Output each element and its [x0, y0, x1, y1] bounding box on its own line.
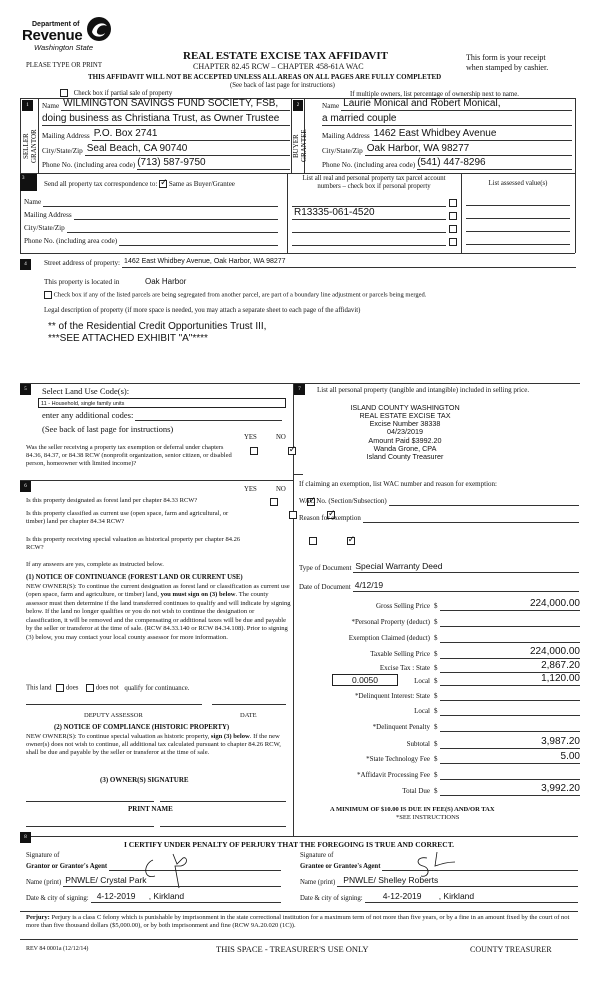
print-name-label: PRINT NAME: [128, 805, 173, 813]
exemption-reason-field[interactable]: [363, 513, 579, 523]
notice2-title: (2) NOTICE OF COMPLIANCE (HISTORIC PROPERTY): [54, 724, 230, 731]
notice2-text: NEW OWNER(S): To continue special valuation as historic property, sign (3) below. If the new owner(s) does not wish to continue, all additional tax calculated pursuant to chapter 84.26 RCW, shall be due and payable by the seller or transferor at the time of sale.: [26, 733, 281, 757]
exemption-no-checkbox[interactable]: [288, 447, 296, 455]
buyer-city-field[interactable]: Oak Harbor, WA 98277: [365, 146, 572, 156]
document-type-field[interactable]: Special Warranty Deed: [353, 563, 579, 573]
assessor-date-field[interactable]: [212, 704, 286, 705]
logo-line2: Revenue: [22, 27, 83, 44]
correspondence-label: Send all property tax correspondence to: ✓ Same as Buyer/Grantee: [44, 180, 235, 189]
land-use-code-select[interactable]: 11 - Household, single family units: [38, 398, 286, 408]
technology-fee-field[interactable]: 5.00: [440, 754, 581, 764]
parcel-field[interactable]: [292, 197, 446, 207]
land-use-title: Select Land Use Code(s):: [42, 386, 130, 396]
personal-property-checkbox[interactable]: [449, 199, 457, 207]
local-rate-field[interactable]: 0.0050: [332, 674, 398, 686]
document-date-field[interactable]: 4/12/19: [353, 582, 579, 592]
yes-header: YES: [244, 434, 257, 441]
buyer-name-field-2[interactable]: a married couple: [322, 116, 572, 126]
seller-name-field-2[interactable]: doing business as Christiana Trust, as Owner Trustee: [42, 116, 290, 126]
tax-row: Gross Selling Price $ 224,000.00: [375, 597, 580, 611]
correspondence-name-field[interactable]: [43, 197, 278, 207]
assessed-value-field[interactable]: [466, 244, 570, 245]
partial-sale-checkbox[interactable]: [60, 89, 68, 97]
section-3-badge: 3: [22, 176, 25, 181]
grantor-name-field[interactable]: PNWLE/ Crystal Park: [63, 877, 281, 887]
date-label: DATE: [240, 712, 257, 719]
does-checkbox[interactable]: [56, 684, 64, 692]
forest-question: Is this property designated as forest land per chapter 84.33 RCW?: [26, 497, 198, 504]
exemption-question: Was the seller receiving a property tax exemption or deferral under chapters 84.36, 84.37, or 84.38 RCW (nonprofit organization, senior citizen, or disabled person, homeowner with limited income)?: [26, 444, 232, 468]
parcel-field[interactable]: [292, 236, 446, 246]
segregated-row[interactable]: Check box if any of the listed parcels are being segregated from another parcel, are part of a boundary line adjustment or parcels being merged.: [44, 291, 426, 300]
grantee-signature-field[interactable]: [382, 861, 578, 871]
partial-sale-label: Check box if partial sale of property: [73, 89, 173, 97]
dor-logo: [22, 14, 122, 54]
assessed-header: List assessed value(s): [488, 180, 548, 187]
same-as-buyer-checkbox[interactable]: [159, 180, 167, 188]
tax-row: *State Technology Fee $ 5.00: [366, 750, 580, 764]
multiple-owners-note: If multiple owners, list percentage of ownership next to name.: [350, 91, 519, 98]
receipt-note-1: This form is your receipt: [466, 53, 546, 62]
logo-line1: Department of: [32, 21, 80, 28]
located-value: Oak Harbor: [145, 277, 187, 286]
tax-row: Excise Tax : State $ 2,867.20: [379, 659, 580, 673]
tax-row: Total Due $ 3,992.20: [402, 782, 580, 796]
exemption-claim-label: If claiming an exemption, list WAC number and reason for exemption:: [299, 480, 497, 488]
tax-row: Taxable Selling Price $ 224,000.00: [370, 645, 580, 659]
county-treasurer-label: COUNTY TREASURER: [470, 945, 552, 954]
print-name-field-2[interactable]: [160, 826, 286, 827]
delinquent-interest-state-field[interactable]: [440, 691, 581, 701]
treasurer-use-label: THIS SPACE - TREASURER'S USE ONLY: [216, 944, 369, 954]
seller-phone-field[interactable]: (713) 587-9750: [137, 160, 290, 170]
minimum-due-note: A MINIMUM OF $10.00 IS DUE IN FEE(S) AND/OR TAX: [330, 806, 495, 813]
section-8-badge: 8: [20, 832, 31, 843]
buyer-phone-field[interactable]: (541) 447-8296: [417, 160, 572, 170]
seller-name-field[interactable]: WILMINGTON SAVINGS FUND SOCIETY, FSB,: [61, 101, 290, 111]
correspondence-phone-field[interactable]: [119, 236, 278, 246]
property-street-field[interactable]: 1462 East Whidbey Avenue, Oak Harbor, WA 98277: [122, 258, 576, 268]
logo-line3: Washington State: [34, 43, 94, 52]
assessed-value-field[interactable]: [466, 231, 570, 232]
grantee-name-field[interactable]: PNWLE/ Shelley Roberts: [337, 877, 578, 887]
see-back-text: (See back of last page for instructions): [230, 82, 335, 89]
owner-signature-field-1[interactable]: [26, 801, 154, 802]
seller-address-field[interactable]: P.O. Box 2741: [92, 131, 290, 141]
perjury-notice: Perjury: Perjury is a class C felony which is punishable by imprisonment in the state correctional institution for a maximum term of not more than five years, or by a fine in an amount fixed by the court of not more than five thousand dollars ($5,000.00), or by both imprisonment and fine (RCW 9A.20.020 (1C)).: [26, 914, 570, 930]
seller-city-field[interactable]: Seal Beach, CA 90740: [85, 146, 290, 156]
current-use-question: Is this property classified as current use (open space, farm and agricultural, or timber) land per chapter 84.34 RCW?: [26, 510, 229, 526]
gross-selling-price-field[interactable]: 224,000.00: [440, 601, 581, 611]
section-6-badge: 6: [20, 481, 31, 492]
total-due-field[interactable]: 3,992.20: [440, 786, 581, 796]
personal-property-checkbox[interactable]: [449, 225, 457, 233]
historic-question: Is this property receiving special valuation as historical property per chapter 84.26 RCW?: [26, 536, 241, 552]
continuance-row: This land does does not qualify for continuance.: [26, 684, 190, 692]
tax-row: Exemption Claimed (deduct) $: [300, 633, 580, 643]
parcel-field[interactable]: [292, 223, 446, 233]
historic-yes-checkbox[interactable]: [309, 537, 317, 545]
exemption-claimed-field[interactable]: [440, 633, 581, 643]
subtotal-field[interactable]: 3,987.20: [440, 739, 581, 749]
grantee-sig-label-1: Signature of: [300, 852, 334, 859]
correspondence-city-field[interactable]: [67, 223, 278, 233]
processing-fee-field[interactable]: [440, 770, 581, 780]
excise-local-field[interactable]: 1,120.00: [440, 676, 581, 686]
tax-row: *Delinquent Interest: State $: [300, 691, 580, 701]
owner-signature-field-2[interactable]: [160, 801, 286, 802]
personal-property-deduct-field[interactable]: [440, 617, 581, 627]
grantee-date-city-field[interactable]: 4-12-2019 , Kirkland: [365, 893, 578, 903]
tax-row: Subtotal $ 3,987.20: [406, 735, 580, 749]
delinquent-interest-local-field[interactable]: [440, 706, 581, 716]
additional-codes-field[interactable]: [135, 411, 282, 421]
see-instructions-note: *SEE INSTRUCTIONS: [396, 814, 460, 821]
grantor-signature-field[interactable]: [109, 861, 281, 871]
legal-line-1: ** of the Residential Credit Opportunities Trust III,: [48, 321, 267, 332]
buyer-name-field[interactable]: Laurie Monical and Robert Monical,: [341, 101, 572, 111]
deputy-assessor-signature[interactable]: [26, 704, 202, 705]
does-not-checkbox[interactable]: [86, 684, 94, 692]
excise-state-field[interactable]: 2,867.20: [440, 663, 581, 673]
exemption-yes-checkbox[interactable]: [250, 447, 258, 455]
historic-no-checkbox[interactable]: [347, 537, 355, 545]
section-1-badge: 1: [22, 100, 33, 111]
form-chapter: CHAPTER 82.45 RCW – CHAPTER 458-61A WAC: [193, 62, 364, 71]
please-type: PLEASE TYPE OR PRINT: [26, 62, 102, 69]
assessed-value-field[interactable]: [466, 218, 570, 219]
located-label: This property is located in: [44, 278, 120, 286]
assessed-value-field[interactable]: [466, 205, 570, 206]
deputy-label: DEPUTY ASSESSOR: [84, 712, 143, 719]
tax-row: *Delinquent Penalty $: [300, 722, 580, 732]
section-4-badge: 4: [20, 259, 31, 270]
legal-label: Legal description of property (if more space is needed, you may attach a separate sheet to each page of the affidavit): [44, 307, 361, 314]
rev-number: REV 84 0001a (12/12/14): [26, 946, 89, 952]
grantor-date-city-field[interactable]: 4-12-2019 , Kirkland: [91, 893, 281, 903]
tax-row: *Affidavit Processing Fee $: [300, 770, 580, 780]
certify-statement: I CERTIFY UNDER PENALTY OF PERJURY THAT THE FOREGOING IS TRUE AND CORRECT.: [124, 840, 455, 849]
land-use-see-back: (See back of last page for instructions): [42, 424, 174, 434]
tax-row: Local $: [300, 706, 580, 716]
owner-signature-label: (3) OWNER(S) SIGNATURE: [100, 776, 189, 784]
forest-yes-checkbox[interactable]: [270, 498, 278, 506]
correspondence-address-field[interactable]: [74, 210, 278, 220]
segregated-checkbox[interactable]: [44, 291, 52, 299]
notice1-title: (1) NOTICE OF CONTINUANCE (FOREST LAND OR CURRENT USE): [26, 574, 243, 581]
personal-property-checkbox[interactable]: [449, 212, 457, 220]
receipt-note-2: when stamped by cashier.: [466, 63, 549, 72]
treasurer-stamp: ISLAND COUNTY WASHINGTON REAL ESTATE EXCISE TAX Excise Number 38338 04/23/2019 Amount Paid $3992.20 Wanda Grone, CPA Island County Treasurer: [350, 403, 460, 461]
personal-property-label: List all personal property (tangible and intangible) included in selling price.: [317, 386, 530, 394]
taxable-selling-price-field[interactable]: 224,000.00: [440, 649, 581, 659]
seller-side-label: SELLER GRANTOR: [22, 129, 38, 163]
print-name-field-1[interactable]: [26, 826, 154, 827]
delinquent-penalty-field[interactable]: [440, 722, 581, 732]
form-title: REAL ESTATE EXCISE TAX AFFIDAVIT: [183, 50, 388, 62]
parcel-field[interactable]: R13335-061-4520: [292, 210, 446, 220]
wac-number-field[interactable]: [389, 496, 579, 506]
section-2-badge: 2: [293, 100, 303, 111]
tax-row: *Personal Property (deduct) $: [300, 617, 580, 627]
legal-line-2: ***SEE ATTACHED EXHIBIT "A"****: [48, 333, 208, 344]
yes-header: YES: [244, 486, 257, 493]
section-5-badge: 5: [20, 384, 31, 395]
personal-property-checkbox[interactable]: [449, 238, 457, 246]
tax-row: Local $ 1,120.00: [414, 672, 580, 686]
buyer-side-label: BUYER GRANTEE: [292, 129, 308, 163]
warning-text: THIS AFFIDAVIT WILL NOT BE ACCEPTED UNLESS ALL AREAS ON ALL PAGES ARE FULLY COMPLETED: [88, 73, 442, 81]
section-7-badge: 7: [294, 384, 305, 395]
notice1-text: NEW OWNER(S): To continue the current designation as forest land or classification as current use (open space, farm and agriculture, or timber) land, you must sign on (3) below. The county assessor must then determine if the land transferred continues to qualify and will indicate by signing below. If the land no longer qualifies or you do not wish to continue the designation or classification, it will be removed and the compensating or additional taxes will be due and payable by the seller or transferor at the time of sale. (RCW 84.33.140 or RCW 84.34.108). Prior to signing (3) below, you may contact your local county assessor for more information.: [26, 583, 291, 641]
grantor-sig-label-1: Signature of: [26, 852, 60, 859]
wave-logo-icon: [86, 16, 112, 42]
no-header: NO: [276, 486, 286, 493]
no-header: NO: [276, 434, 286, 441]
buyer-address-field[interactable]: 1462 East Whidbey Avenue: [372, 131, 572, 141]
parcels-header: List all real and personal property tax parcel account numbers – check box if personal property: [302, 175, 446, 191]
current-use-yes-checkbox[interactable]: [289, 511, 297, 519]
if-yes-note: If any answers are yes, complete as instructed below.: [26, 561, 164, 568]
